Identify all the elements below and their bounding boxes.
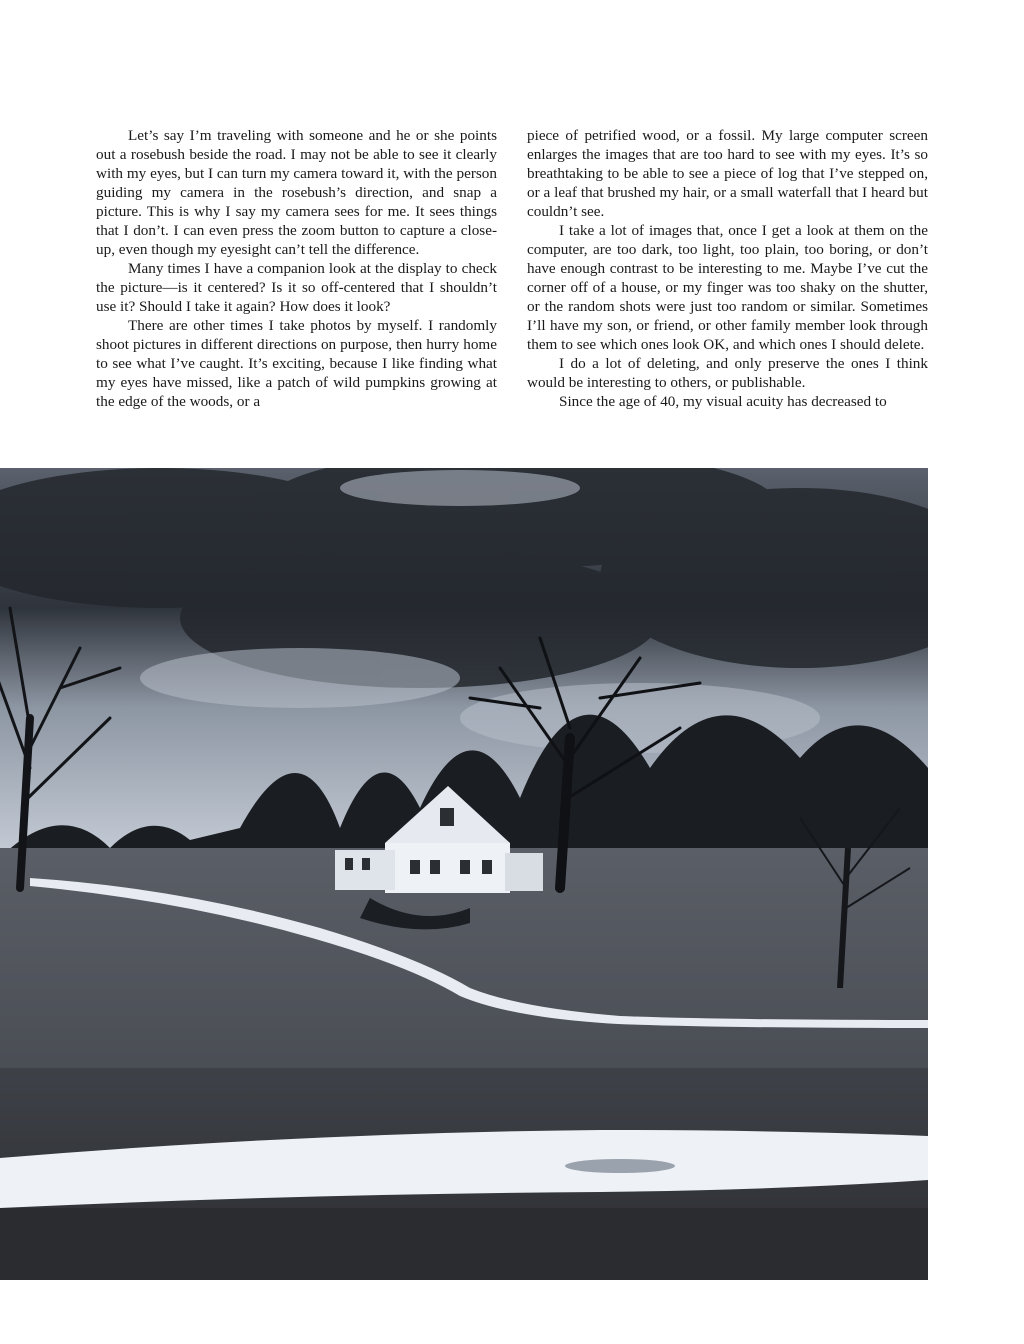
paragraph: Since the age of 40, my visual acuity has decreased to xyxy=(559,393,887,410)
article-column-right xyxy=(527,126,928,446)
article-column-left xyxy=(96,126,497,446)
paragraph: piece of petrified wood, or a fossil. My large computer screen enlarges the images that are too hard to see with my eyes. It’s so breathtaking to be able to see a piece of log that I’ve stepped on, or a leaf that brushed my hair, or a small waterfall that I heard but couldn’t see. xyxy=(527,127,928,220)
paragraph: Many times I have a companion look at the display to check the picture—is it centered? Is it so off-centered that I shouldn’t use it? Should I take it again? How does it look? xyxy=(96,260,497,315)
farmhouse-photo-illustration xyxy=(0,468,928,1280)
paragraph: Let’s say I’m traveling with someone and he or she points out a rosebush beside the road. I may not be able to see it clearly with my eyes, but I can turn my camera toward it, with the person guiding my camera in the rosebush’s direction, and snap a picture. This is why I say my camera sees for me. It sees things that I don’t. I can even press the zoom button to capture a close-up, even though my eyesight can’t tell the difference. xyxy=(96,127,497,258)
paragraph: I do a lot of deleting, and only preserve the ones I think would be interesting to others, or publishable. xyxy=(527,355,928,391)
paragraph: There are other times I take photos by myself. I randomly shoot pictures in different directions on purpose, then hurry home to see what I’ve caught. It’s exciting, because I like finding what my eyes have missed, like a patch of wild pumpkins growing at the edge of the woods, or a xyxy=(96,317,497,410)
article-body xyxy=(96,126,928,446)
paragraph: I take a lot of images that, once I get a look at them on the computer, are too dark, too light, too plain, too boring, or don’t have enough contrast to be interesting to me. Maybe I’ve cut the corner off of a house, or my finger was too shaky on the shutter, or the random shots were just too random or similar. Sometimes I’ll have my son, or friend, or other family member look through them to see which ones look OK, and which ones I should delete. xyxy=(527,222,928,353)
farmhouse-photo xyxy=(0,468,928,1280)
